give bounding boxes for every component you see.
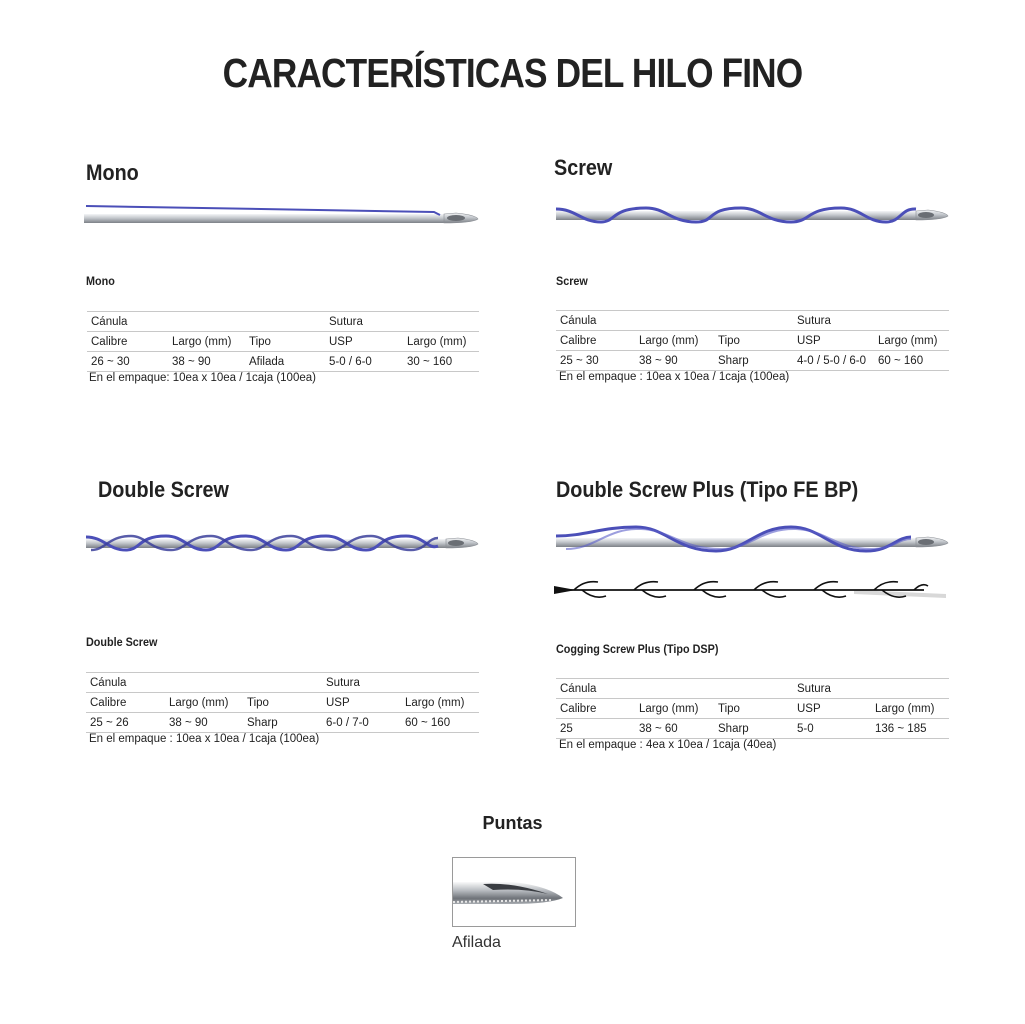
spec-value-row [556,719,949,739]
col-header: Largo (mm) [403,332,479,352]
packaging-double-screw: En el empaque : 10ea x 10ea / 1caja (100ea) [89,733,320,745]
cell: Sharp [243,713,322,733]
cell: 60 ~ 160 [874,351,949,371]
col-header: Calibre [556,699,635,719]
cell: 136 ~ 185 [871,719,949,739]
tip-sharp-image [452,857,576,927]
spec-table-mono [87,311,479,372]
cell: 4-0 / 5-0 / 6-0 [793,351,874,371]
cell: 6-0 / 7-0 [322,713,401,733]
col-header: Tipo [245,332,325,352]
col-header: Calibre [556,331,635,351]
double-screw-needle-image [86,528,486,558]
spec-header-row [87,332,479,352]
col-header: Largo (mm) [168,332,245,352]
spec-group-row [87,312,479,332]
product-caption-screw: Screw [556,274,588,288]
packaging-mono: En el empaque: 10ea x 10ea / 1caja (100ea) [89,372,316,384]
screw-needle-image [556,200,956,230]
group-canula: Cánula [87,312,168,332]
col-header: Largo (mm) [635,699,714,719]
col-header: Largo (mm) [871,699,949,719]
cell: 38 ~ 90 [168,352,245,372]
spec-value-row [87,352,479,372]
spec-header-row [86,693,479,713]
spec-table-screw [556,310,949,371]
col-header: Tipo [243,693,322,713]
col-header: USP [793,331,874,351]
mono-needle-image [84,200,484,230]
cell: 30 ~ 160 [403,352,479,372]
col-header: USP [325,332,403,352]
spec-group-row [556,311,949,331]
cell: Sharp [714,719,793,739]
col-header: Largo (mm) [874,331,949,351]
spec-value-row [86,713,479,733]
col-header: Largo (mm) [635,331,714,351]
group-sutura: Sutura [793,679,871,699]
cogging-thread-image [554,574,950,606]
cell: Sharp [714,351,793,371]
cell: Afilada [245,352,325,372]
spec-header-row [556,699,949,719]
spec-table-double-screw [86,672,479,733]
cell: 38 ~ 60 [635,719,714,739]
cell: 25 [556,719,635,739]
col-header: USP [322,693,401,713]
col-header: Tipo [714,699,793,719]
tips-heading: Puntas [482,813,543,833]
double-screw-plus-needle-image [556,525,956,555]
spec-group-row [556,679,949,699]
product-caption-mono: Mono [86,274,115,288]
product-caption-double-screw: Double Screw [86,635,158,649]
col-header: Tipo [714,331,793,351]
col-header: Calibre [87,332,168,352]
product-title-screw: Screw [554,155,613,180]
cell: 25 ~ 30 [556,351,635,371]
group-sutura: Sutura [325,312,403,332]
cell: 26 ~ 30 [87,352,168,372]
col-header: Largo (mm) [165,693,243,713]
col-header: USP [793,699,871,719]
cell: 38 ~ 90 [165,713,243,733]
page-title: CARACTERÍSTICAS DEL HILO FINO [222,50,803,96]
cell: 5-0 [793,719,871,739]
group-sutura: Sutura [322,673,401,693]
spec-table-double-screw-plus [556,678,949,739]
tip-label-afilada: Afilada [452,934,501,951]
cell: 38 ~ 90 [635,351,714,371]
packaging-screw: En el empaque : 10ea x 10ea / 1caja (100ea) [559,371,790,383]
packaging-double-screw-plus: En el empaque : 4ea x 10ea / 1caja (40ea) [559,739,777,751]
spec-header-row [556,331,949,351]
col-header: Calibre [86,693,165,713]
product-caption-cogging-screw-plus: Cogging Screw Plus (Tipo DSP) [556,642,719,656]
group-canula: Cánula [556,679,635,699]
group-canula: Cánula [86,673,165,693]
group-sutura: Sutura [793,311,874,331]
cell: 5-0 / 6-0 [325,352,403,372]
product-title-double-screw: Double Screw [98,477,229,502]
product-title-mono: Mono [86,160,139,185]
col-header: Largo (mm) [401,693,479,713]
cell: 25 ~ 26 [86,713,165,733]
group-canula: Cánula [556,311,635,331]
product-title-double-screw-plus: Double Screw Plus (Tipo FE BP) [556,477,859,502]
spec-group-row [86,673,479,693]
spec-value-row [556,351,949,371]
cell: 60 ~ 160 [401,713,479,733]
sharp-tip-icon [453,858,575,926]
